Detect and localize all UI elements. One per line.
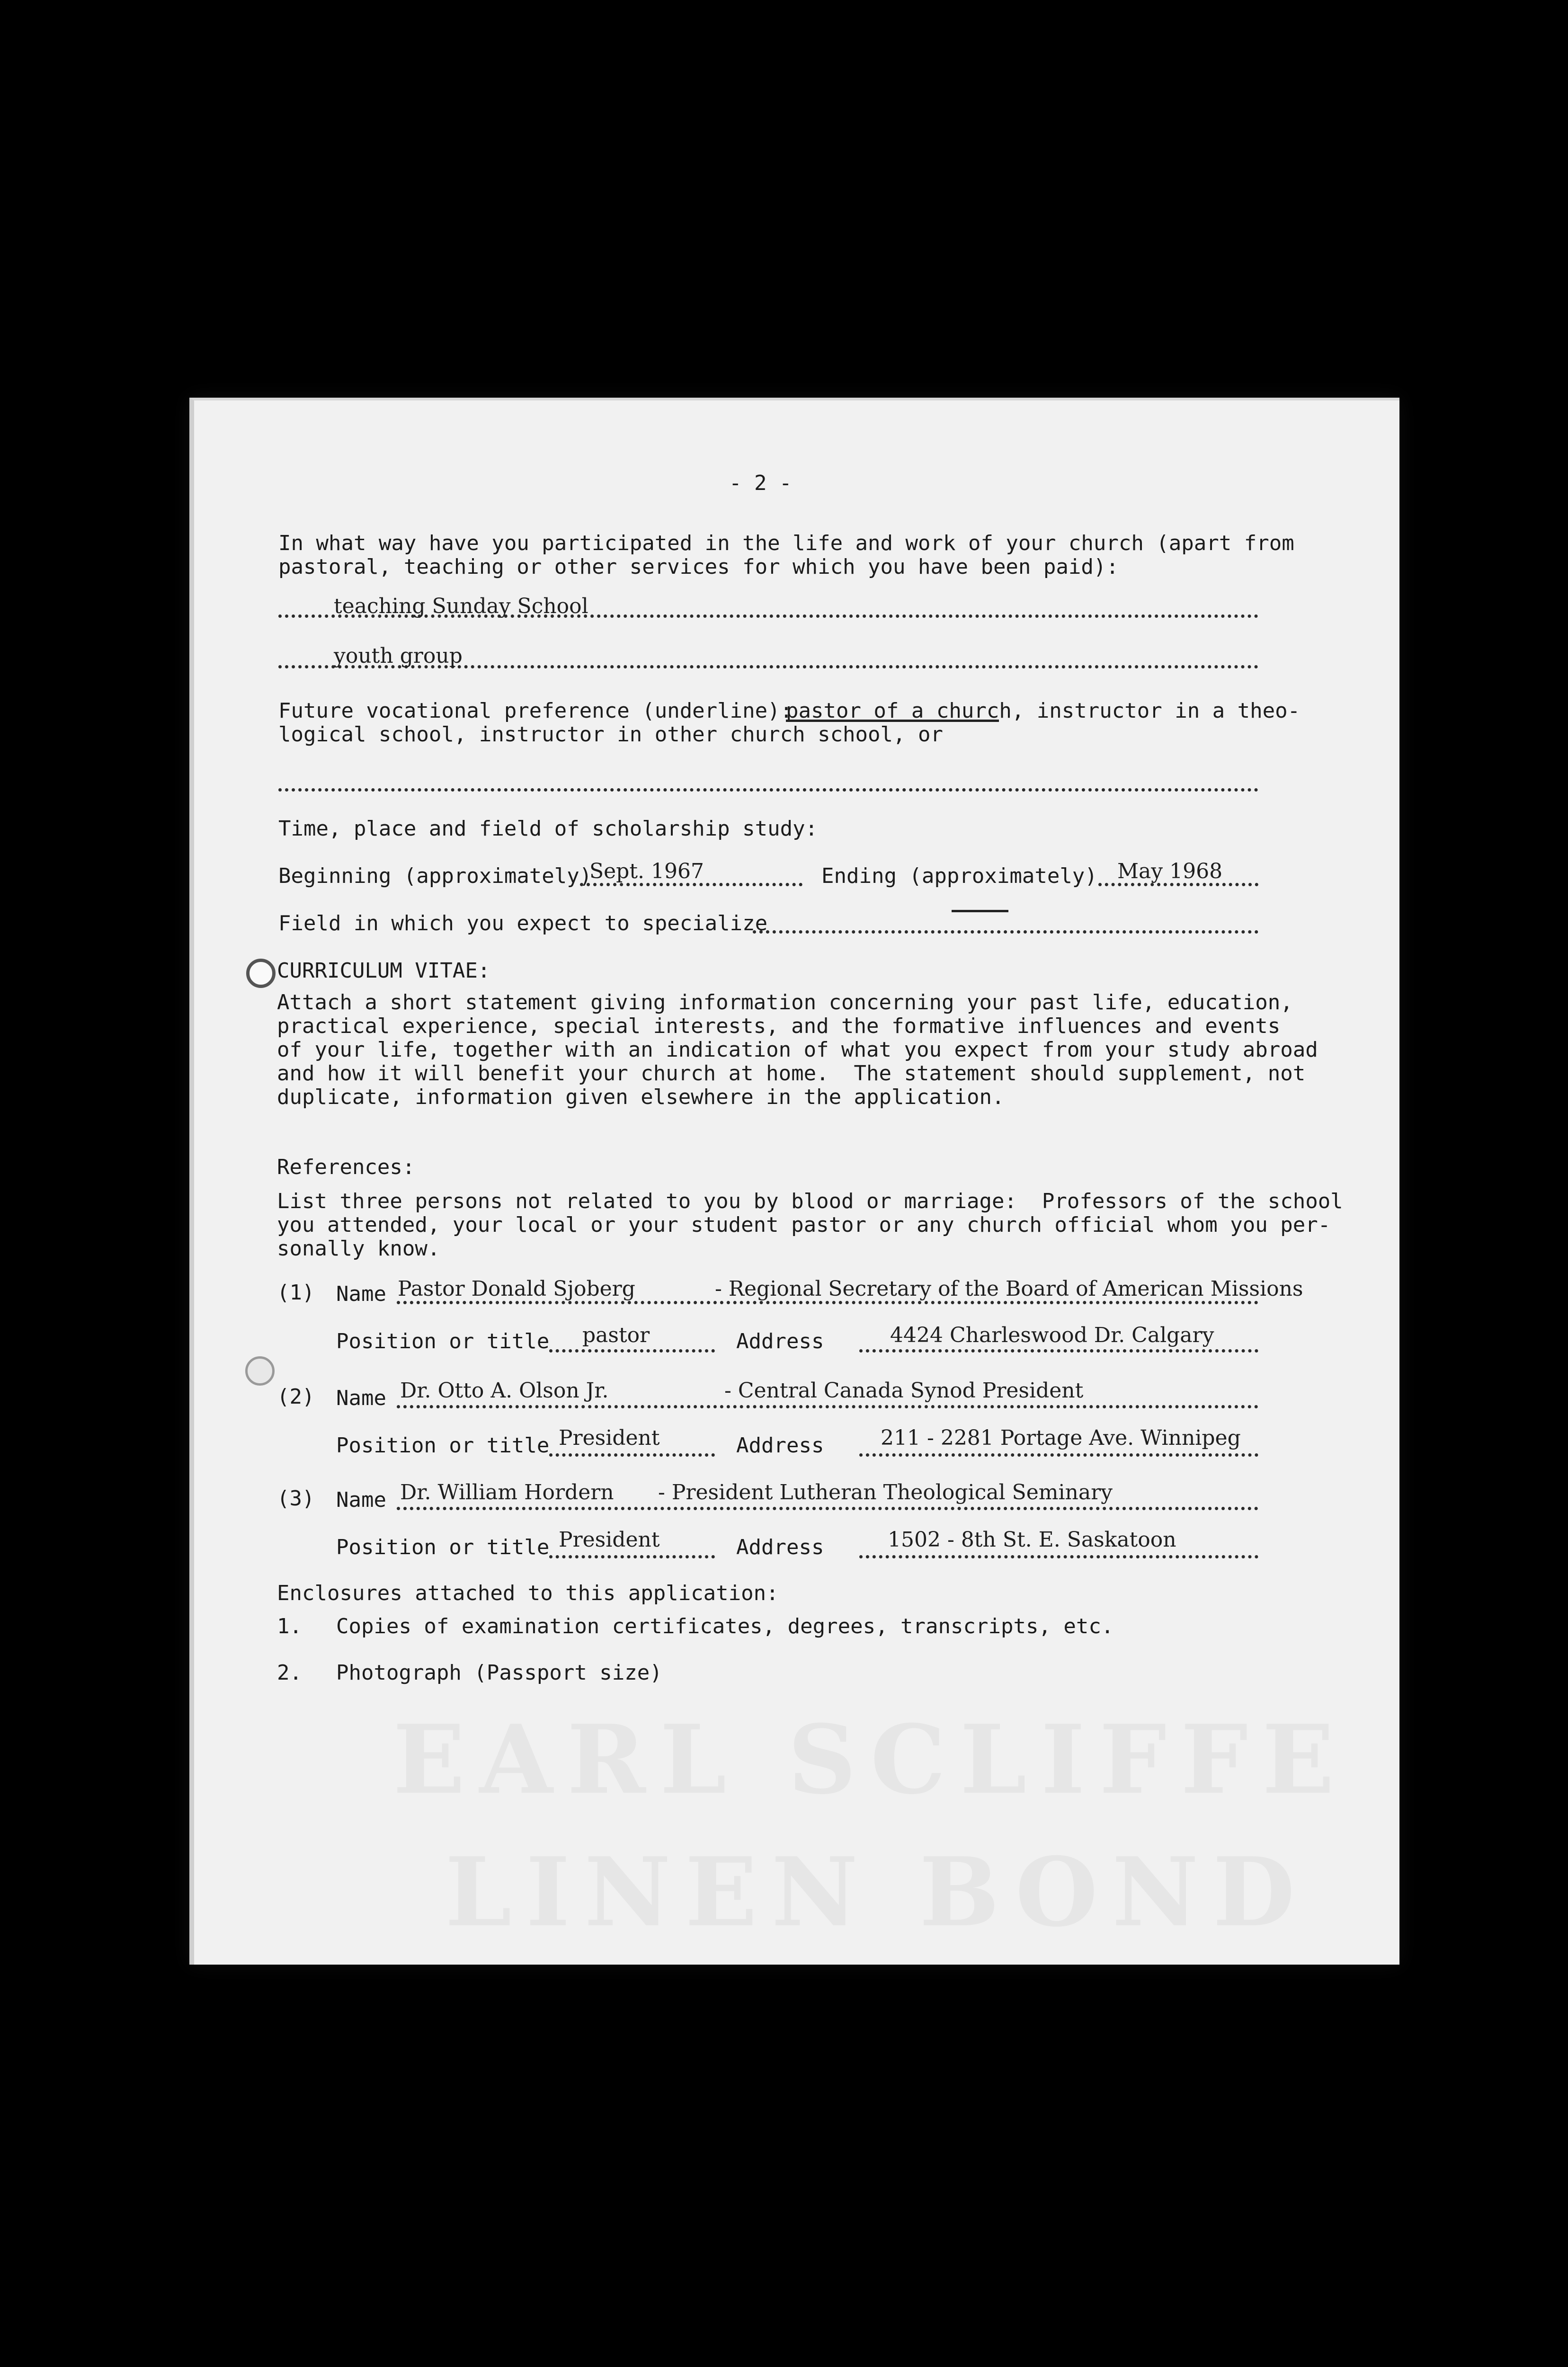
vocation-leader [278,788,1258,792]
curriculum-line: Attach a short statement giving information concerning your past life, education, [277,990,1293,1014]
reference-3-address: 1502 - 8th St. E. Saskatoon [888,1528,1176,1552]
reference-address-label: Address [736,1535,824,1559]
vocation-choice-underline [786,720,999,722]
curriculum-line: duplicate, information given elsewhere in the application. [277,1085,1005,1109]
reference-1-address: 4424 Charleswood Dr. Calgary [890,1323,1214,1347]
paper-watermark-bottom: LINEN BOND [445,1837,1310,1948]
reference-number: (1) [277,1281,315,1305]
reference-name-label: Name [336,1488,386,1512]
reference-1-role: - Regional Secretary of the Board of American Missions [715,1277,1303,1301]
curriculum-line: practical experience, special interests, and the formative influences and events [277,1014,1281,1038]
enclosure-item: Photograph (Passport size) [336,1661,662,1685]
reference-2-role: - Central Canada Synod President [724,1379,1084,1403]
punch-hole-upper [246,959,276,988]
curriculum-heading: CURRICULUM VITAE: [277,959,490,983]
reference-name-label: Name [336,1386,386,1410]
reference-position-leader [549,1453,715,1457]
reference-3-position: President [559,1528,660,1552]
curriculum-line: and how it will benefit your church at home. The statement should supplement, not [277,1061,1306,1086]
reference-address-leader [859,1349,1258,1353]
field-label: Field in which you expect to specialize [278,911,768,935]
reference-address-leader [859,1555,1258,1558]
reference-2-address: 211 - 2281 Portage Ave. Winnipeg [881,1426,1241,1450]
references-line: sonally know. [277,1237,440,1261]
reference-address-label: Address [736,1329,824,1353]
field-leader [753,930,1258,934]
reference-2-name: Dr. Otto A. Olson Jr. [400,1379,609,1403]
reference-address-leader [859,1453,1258,1457]
ending-value: May 1968 [1117,859,1223,883]
reference-position-label: Position or title [336,1535,550,1559]
vocation-options-line1: pastor of a church, instructor in a theo- [786,699,1301,723]
reference-name-leader [397,1507,1258,1510]
page-number: - 2 - [729,471,792,495]
ending-leader [1098,883,1258,886]
beginning-value: Sept. 1967 [589,859,704,883]
reference-position-label: Position or title [336,1433,550,1458]
participation-question-line1: In what way have you participated in the life and work of your church (apart from [278,531,1294,555]
enclosure-number: 1. [277,1614,302,1638]
study-heading: Time, place and field of scholarship study: [278,817,818,841]
punch-hole-lower [245,1356,275,1386]
reference-1-position: pastor [582,1323,650,1347]
curriculum-line: of your life, together with an indication of what you expect from your study abroad [277,1038,1318,1062]
reference-3-role: - President Lutheran Theological Seminary [658,1480,1113,1504]
reference-number: (3) [277,1486,315,1511]
reference-position-leader [549,1349,715,1353]
enclosures-heading: Enclosures attached to this application: [277,1581,779,1605]
enclosure-item: Copies of examination certificates, degrees, transcripts, etc. [336,1614,1114,1638]
reference-2-position: President [559,1426,660,1450]
reference-number: (2) [277,1385,315,1409]
reference-position-label: Position or title [336,1329,550,1353]
reference-name-leader [397,1301,1258,1304]
vocation-label: Future vocational preference (underline): [278,699,793,723]
beginning-leader [580,883,802,886]
paper-watermark-top: EARL SCLIFFE [393,1704,1349,1815]
beginning-label: Beginning (approximately) [278,864,592,888]
participation-question-line2: pastoral, teaching or other services for which you have been paid): [278,555,1119,579]
participation-answer-2: youth group [334,644,463,668]
vocation-options-line2: logical school, instructor in other church school, or [278,722,943,747]
reference-address-label: Address [736,1433,824,1458]
reference-name-label: Name [336,1282,386,1306]
ending-label: Ending (approximately) [821,864,1097,888]
enclosure-number: 2. [277,1661,302,1685]
reference-name-leader [397,1405,1258,1408]
references-line: List three persons not related to you by blood or marriage: Professors of the school [277,1189,1343,1213]
references-line: you attended, your local or your student pastor or any church official whom you per- [277,1213,1331,1237]
reference-3-name: Dr. William Hordern [400,1480,614,1504]
participation-answer-1: teaching Sunday School [334,594,588,618]
reference-position-leader [549,1555,715,1558]
reference-1-name: Pastor Donald Sjoberg [398,1277,635,1301]
ending-mark [952,910,1008,912]
references-heading: References: [277,1155,415,1179]
